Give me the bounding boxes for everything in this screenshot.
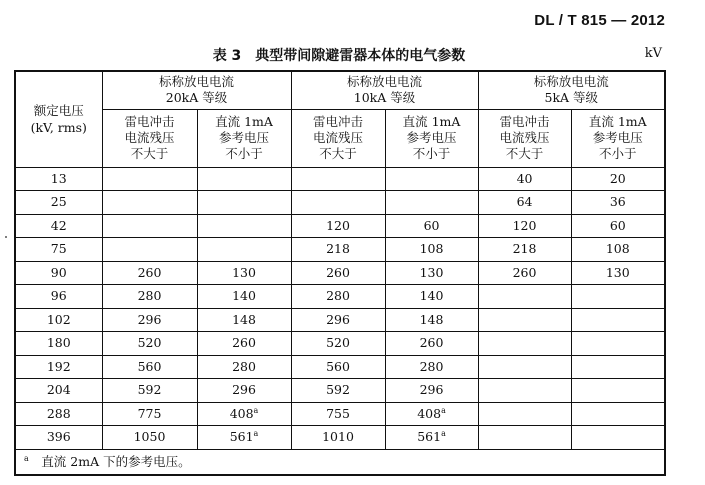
value-cell <box>291 355 385 379</box>
table-title: 表 3 典型带间隙避雷器本体的电气参数 <box>212 48 466 64</box>
value-cell <box>102 285 197 309</box>
parameter-header-line: 雷电冲击 <box>499 114 550 129</box>
parameter-header <box>478 109 571 167</box>
table-row <box>15 355 665 379</box>
cell-value: 561 <box>417 429 442 445</box>
current-class-header <box>478 71 665 109</box>
value-cell <box>102 214 197 238</box>
parameter-header <box>197 109 291 167</box>
parameter-header-line: 参考电压 <box>406 130 457 145</box>
cell-value: 775 <box>137 405 162 421</box>
value-cell <box>291 261 385 285</box>
unit-label: kV <box>644 46 662 61</box>
value-cell <box>102 355 197 379</box>
value-cell <box>571 191 665 215</box>
cell-value: 1050 <box>133 429 166 445</box>
parameter-header-line: 直流 1mA <box>588 114 647 129</box>
cell-value: 130 <box>605 264 630 280</box>
table-row <box>15 379 665 403</box>
value-cell <box>478 402 571 426</box>
cell-value: 64 <box>516 194 533 210</box>
value-cell <box>385 191 478 215</box>
table-row <box>15 426 665 450</box>
table-row <box>15 238 665 262</box>
parameter-header <box>102 109 197 167</box>
value-cell <box>102 238 197 262</box>
value-cell <box>385 285 478 309</box>
table-row <box>15 285 665 309</box>
value-cell <box>571 379 665 403</box>
footnote-ref: a <box>253 405 259 415</box>
value-cell <box>385 402 478 426</box>
value-cell <box>571 214 665 238</box>
current-class-header-line: 标称放电电流 <box>347 74 423 90</box>
value-cell <box>385 355 478 379</box>
cell-value: 260 <box>419 335 444 351</box>
value-cell <box>571 355 665 379</box>
value-cell <box>385 332 478 356</box>
footnote-ref: a <box>441 405 446 415</box>
cell-value: 296 <box>419 382 444 398</box>
rated-voltage-cell: 180 <box>15 332 102 356</box>
footnote-mark: a <box>24 453 29 463</box>
value-cell <box>197 402 291 426</box>
parameter-header-line: 不小于 <box>599 146 637 161</box>
cell-value: 560 <box>326 358 350 374</box>
cell-value: 130 <box>232 264 256 280</box>
value-cell <box>197 332 291 356</box>
value-cell <box>197 285 291 309</box>
cell-value: 560 <box>137 358 162 374</box>
value-cell <box>385 238 478 262</box>
parameter-header <box>291 109 385 167</box>
cell-value: 280 <box>232 358 256 374</box>
rated-voltage-cell: 102 <box>15 308 102 332</box>
current-class-header-line: 20kA 等级 <box>165 90 228 106</box>
value-cell <box>385 167 478 191</box>
value-cell <box>385 379 478 403</box>
cell-value: 120 <box>512 217 537 233</box>
value-cell <box>385 214 478 238</box>
cell-value: 218 <box>326 241 350 257</box>
table-row <box>15 308 665 332</box>
value-cell <box>385 308 478 332</box>
parameter-header-line: 不大于 <box>319 146 357 161</box>
rated-voltage-header <box>15 71 102 167</box>
cell-value: 60 <box>423 217 440 233</box>
value-cell <box>291 332 385 356</box>
rated-voltage-cell: 25 <box>15 191 102 215</box>
table-title-row <box>14 45 664 65</box>
value-cell <box>571 332 665 356</box>
value-cell <box>478 214 571 238</box>
value-cell <box>478 426 571 450</box>
cell-value: 561 <box>229 429 254 445</box>
value-cell <box>478 308 571 332</box>
value-cell <box>571 285 665 309</box>
value-cell <box>102 332 197 356</box>
value-cell <box>478 355 571 379</box>
value-cell <box>102 167 197 191</box>
value-cell <box>291 379 385 403</box>
cell-value: 1010 <box>322 429 354 445</box>
rated-voltage-cell: 75 <box>15 238 102 262</box>
cell-value: 260 <box>326 264 350 280</box>
value-cell <box>197 426 291 450</box>
rated-voltage-cell: 396 <box>15 426 102 450</box>
cell-value: 408 <box>417 405 442 421</box>
parameter-header-line: 参考电压 <box>219 130 270 145</box>
cell-value: 120 <box>326 217 350 233</box>
cell-value: 592 <box>326 382 350 398</box>
value-cell <box>291 214 385 238</box>
rated-voltage-header-line: 额定电压 <box>33 103 84 119</box>
parameter-header-line: 直流 1mA <box>402 114 461 129</box>
value-cell <box>197 379 291 403</box>
value-cell <box>478 238 571 262</box>
cell-value: 140 <box>419 288 444 304</box>
parameter-header-line: 电流残压 <box>313 130 364 145</box>
rated-voltage-cell: 96 <box>15 285 102 309</box>
parameter-header-line: 直流 1mA <box>215 114 273 129</box>
value-cell <box>102 426 197 450</box>
value-cell <box>385 261 478 285</box>
current-class-header-line: 标称放电电流 <box>533 74 609 90</box>
value-cell <box>571 402 665 426</box>
rated-voltage-cell: 90 <box>15 261 102 285</box>
value-cell <box>102 261 197 285</box>
cell-value: 108 <box>419 241 444 257</box>
cell-value: 108 <box>605 241 630 257</box>
value-cell <box>102 379 197 403</box>
margin-mark <box>5 236 7 238</box>
value-cell <box>478 167 571 191</box>
cell-value: 36 <box>609 194 626 210</box>
electrical-parameters-table <box>14 70 666 476</box>
cell-value: 755 <box>326 405 350 421</box>
rated-voltage-cell: 288 <box>15 402 102 426</box>
current-class-header-line: 10kA 等级 <box>353 90 416 106</box>
value-cell <box>291 426 385 450</box>
cell-value: 520 <box>137 335 162 351</box>
rated-voltage-header-line: (kV, rms) <box>30 120 87 136</box>
value-cell <box>571 308 665 332</box>
value-cell <box>571 261 665 285</box>
value-cell <box>197 167 291 191</box>
parameter-header-line: 雷电冲击 <box>313 114 364 129</box>
value-cell <box>478 379 571 403</box>
footnote-text: 直流 2mA 下的参考电压。 <box>41 453 191 469</box>
parameter-header-line: 不小于 <box>225 146 263 161</box>
value-cell <box>571 426 665 450</box>
parameter-header-line: 不大于 <box>130 146 169 161</box>
value-cell <box>291 167 385 191</box>
current-class-header <box>291 71 478 109</box>
cell-value: 60 <box>609 217 626 233</box>
table-body <box>15 167 665 449</box>
cell-value: 140 <box>232 288 256 304</box>
footnote-ref: a <box>253 429 259 439</box>
footnote-ref: a <box>441 429 446 439</box>
table-row <box>15 332 665 356</box>
cell-value: 296 <box>326 311 350 327</box>
value-cell <box>478 191 571 215</box>
value-cell <box>197 238 291 262</box>
value-cell <box>197 261 291 285</box>
cell-value: 592 <box>137 382 162 398</box>
cell-value: 148 <box>419 311 444 327</box>
value-cell <box>478 261 571 285</box>
cell-value: 20 <box>609 170 626 186</box>
table-row <box>15 402 665 426</box>
parameter-header-line: 电流残压 <box>499 130 550 145</box>
cell-value: 296 <box>232 382 256 398</box>
standard-number: DL / T 815 — 2012 <box>534 12 665 29</box>
rated-voltage-cell: 42 <box>15 214 102 238</box>
parameter-header-line: 不小于 <box>412 146 451 161</box>
table-row <box>15 261 665 285</box>
current-class-header-line: 5kA 等级 <box>544 90 599 106</box>
value-cell <box>291 285 385 309</box>
sub-header-row <box>15 109 665 167</box>
current-class-header-line: 标称放电电流 <box>159 74 235 90</box>
cell-value: 280 <box>419 358 444 374</box>
value-cell <box>197 308 291 332</box>
value-cell <box>571 167 665 191</box>
cell-value: 130 <box>419 264 444 280</box>
rated-voltage-cell: 204 <box>15 379 102 403</box>
cell-value: 40 <box>516 170 533 186</box>
rated-voltage-cell: 13 <box>15 167 102 191</box>
value-cell <box>478 332 571 356</box>
value-cell <box>102 402 197 426</box>
cell-value: 520 <box>326 335 350 351</box>
value-cell <box>197 214 291 238</box>
value-cell <box>291 402 385 426</box>
table-row <box>15 214 665 238</box>
parameter-header-line: 不大于 <box>505 146 544 161</box>
cell-value: 260 <box>137 264 162 280</box>
value-cell <box>102 308 197 332</box>
group-header-row <box>15 71 665 109</box>
cell-value: 218 <box>512 241 537 257</box>
value-cell <box>385 426 478 450</box>
cell-value: 260 <box>232 335 256 351</box>
parameter-header-line: 电流残压 <box>124 130 175 145</box>
footnote-row <box>15 449 665 475</box>
footnote <box>15 449 665 475</box>
cell-value: 260 <box>512 264 537 280</box>
cell-value: 408 <box>229 405 254 421</box>
value-cell <box>197 355 291 379</box>
table-row <box>15 191 665 215</box>
value-cell <box>571 238 665 262</box>
value-cell <box>478 285 571 309</box>
table-row <box>15 167 665 191</box>
parameter-header <box>571 109 665 167</box>
value-cell <box>291 238 385 262</box>
parameter-header-line: 参考电压 <box>592 130 643 145</box>
cell-value: 280 <box>326 288 350 304</box>
parameter-header-line: 雷电冲击 <box>124 114 175 129</box>
current-class-header <box>102 71 291 109</box>
cell-value: 280 <box>137 288 162 304</box>
value-cell <box>291 191 385 215</box>
value-cell <box>102 191 197 215</box>
parameter-header <box>385 109 478 167</box>
value-cell <box>291 308 385 332</box>
cell-value: 148 <box>232 311 256 327</box>
value-cell <box>197 191 291 215</box>
rated-voltage-cell: 192 <box>15 355 102 379</box>
cell-value: 296 <box>137 311 162 327</box>
